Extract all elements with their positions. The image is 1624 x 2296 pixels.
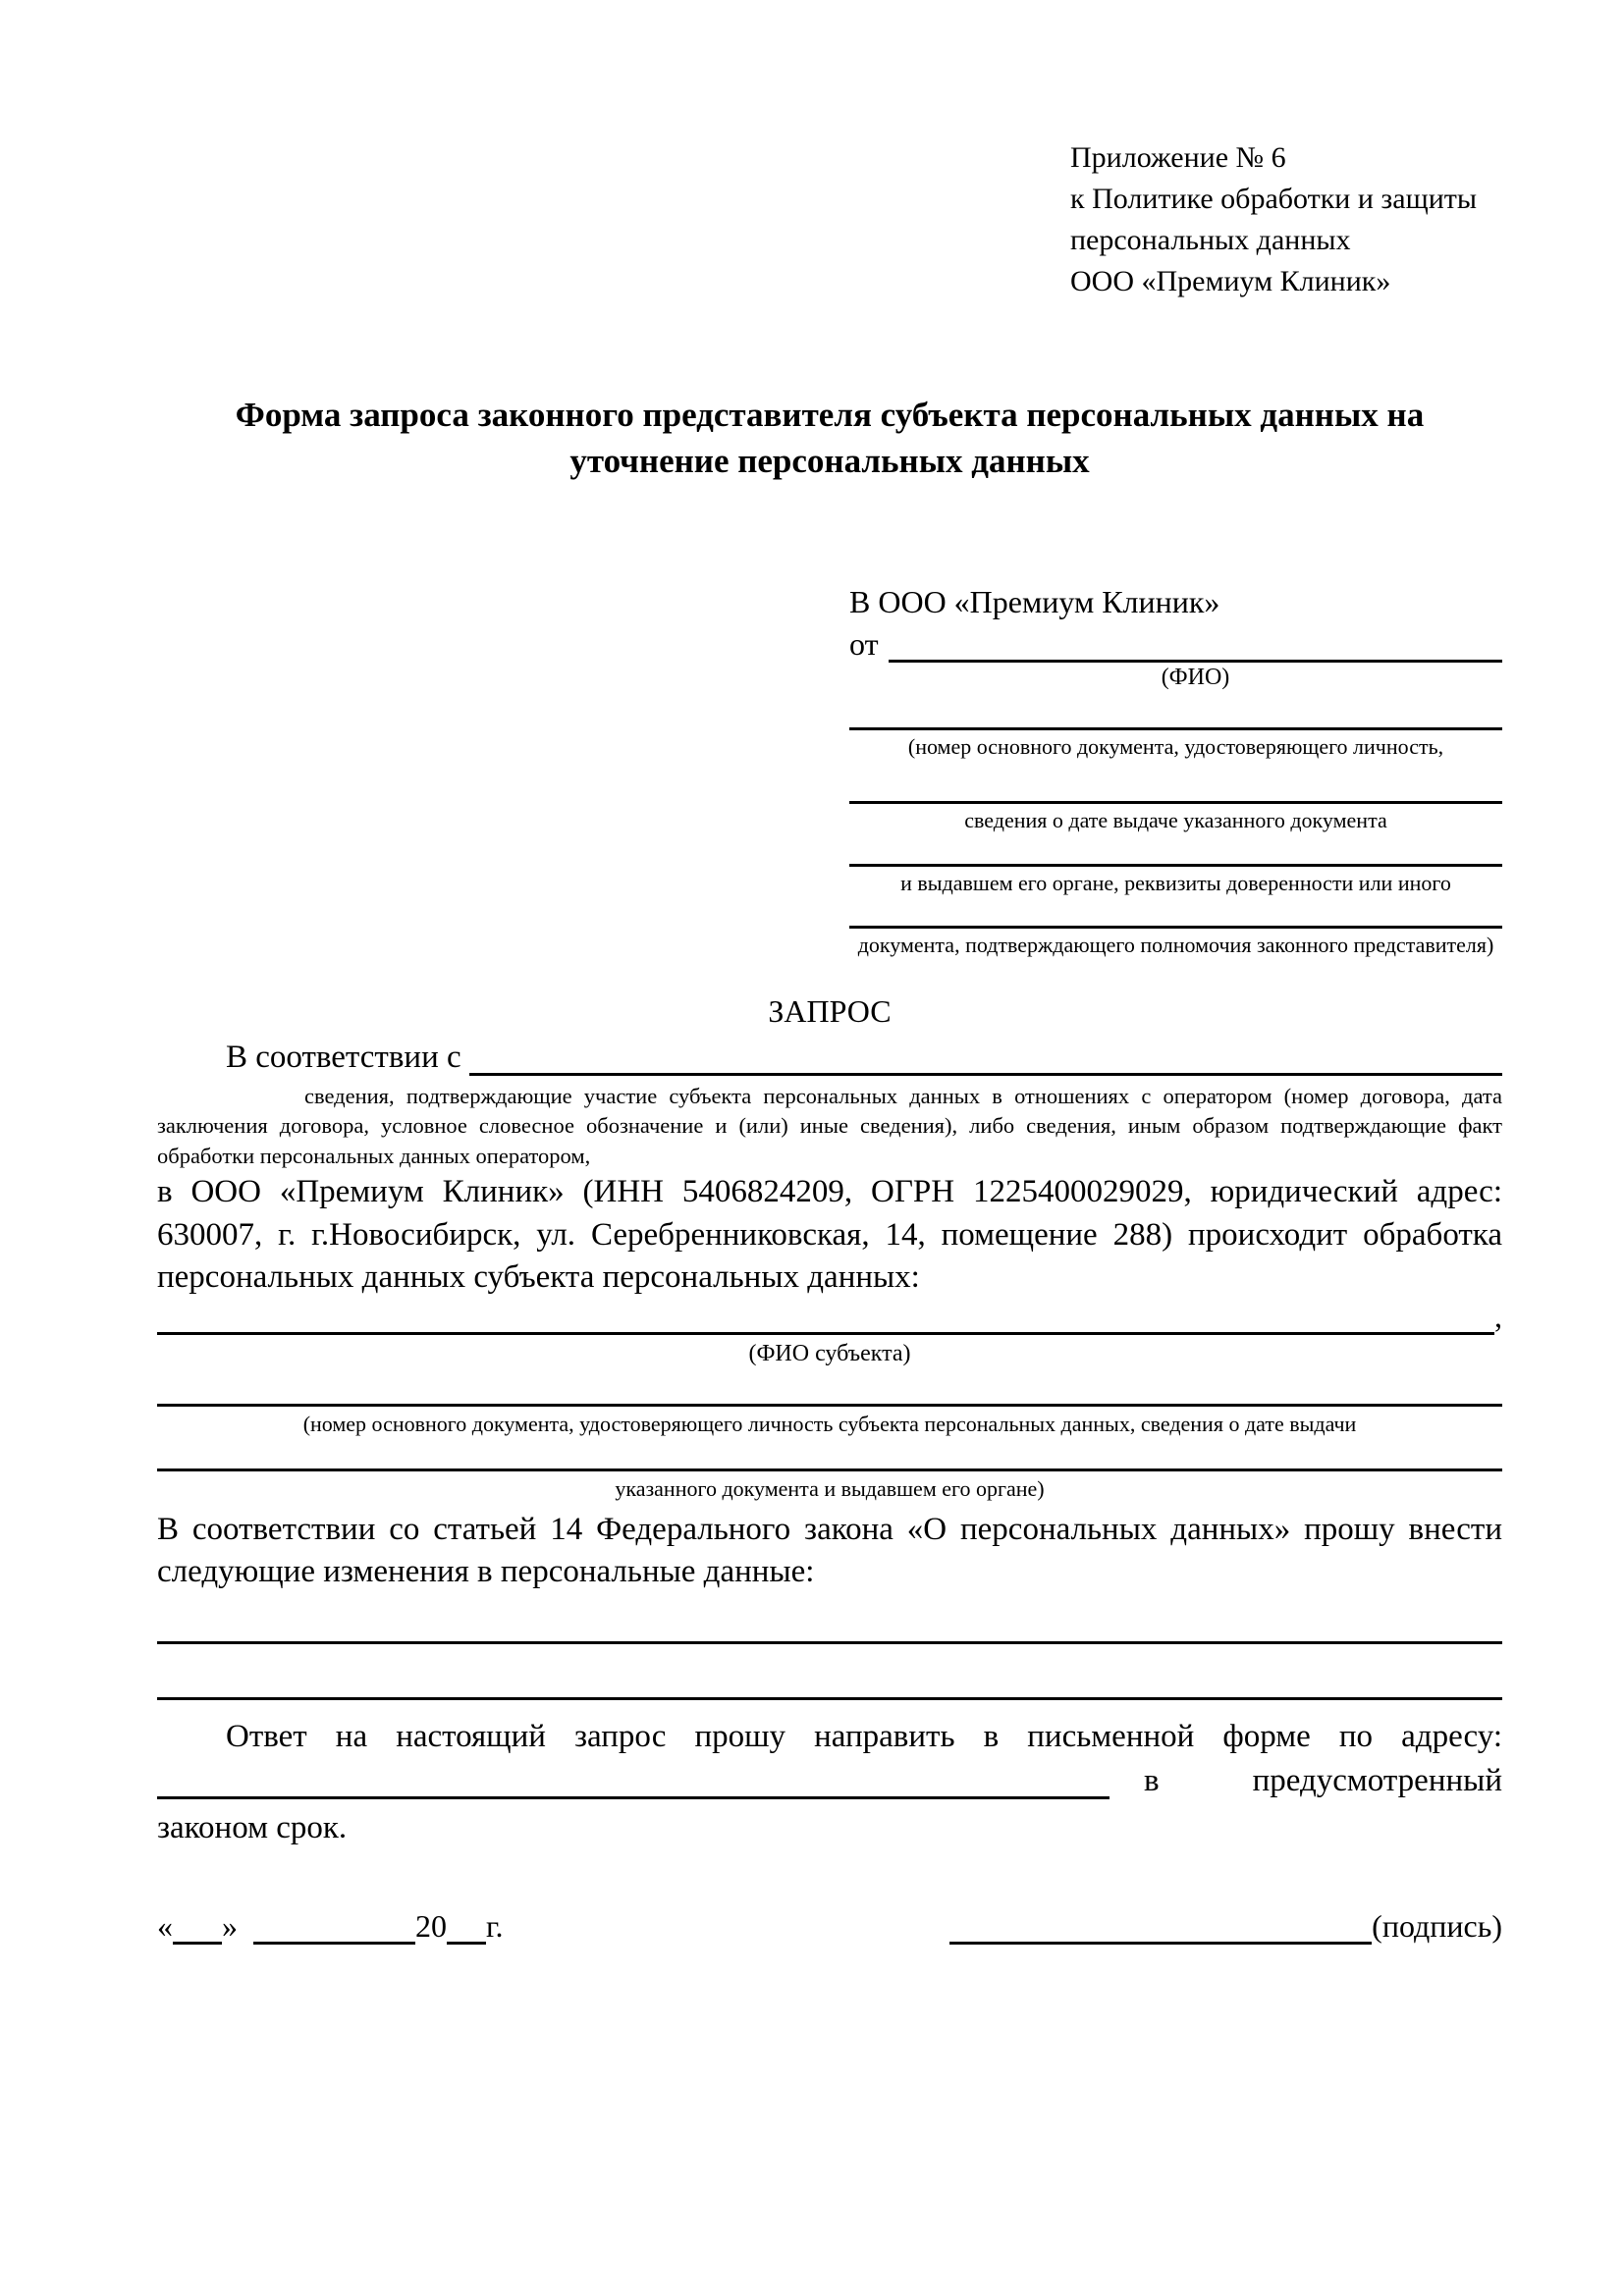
accordance-caption: сведения, подтверждающие участие субъекта персональных данных в отношениях с оператором (номер договора, дата заключения договора, условное словесное обозначение и (или) иные сведения), либо сведения, иным образом подтверждающие факт обработки персональных данных оператором, — [157, 1083, 1502, 1168]
accordance-basis-field[interactable] — [469, 1073, 1502, 1076]
subject-line-comma: , — [1494, 1298, 1502, 1334]
addressee-block — [849, 582, 1502, 959]
subject-fio-field[interactable] — [157, 1332, 1494, 1335]
from-label: от — [849, 625, 879, 662]
date-day-field[interactable] — [173, 1942, 222, 1945]
accordance-label: В соответствии с — [226, 1039, 461, 1075]
representative-doc-field-1[interactable] — [849, 727, 1502, 730]
subject-doc-field-2[interactable] — [157, 1468, 1502, 1471]
addressee-from-row — [849, 627, 1502, 663]
representative-doc-slot-2 — [849, 801, 1502, 834]
reply-tail: законом срок. — [157, 1810, 348, 1846]
reply-request-paragraph: Ответ на настоящий запрос прошу направить в письменной форме по адресу: — [226, 1718, 1502, 1754]
slot-caption-1: (номер основного документа, удостоверяющего личность, — [907, 733, 1444, 759]
subject-fio-row — [157, 1298, 1502, 1335]
slot-caption-3: и выдавшем его органе, реквизиты доверенности или иного — [900, 870, 1451, 895]
date-month-field[interactable] — [253, 1942, 415, 1945]
date-year-suffix: г. — [486, 1907, 504, 1944]
representative-doc-field-3[interactable] — [849, 864, 1502, 867]
subject-doc-caption-2: указанного документа и выдавшем его органе) — [615, 1476, 1045, 1502]
signature-caption: (подпись) — [1372, 1907, 1502, 1944]
appendix-line-4: ООО «Премиум Клиник» — [1070, 265, 1391, 297]
representative-doc-field-4[interactable] — [849, 926, 1502, 929]
date-group — [157, 1908, 504, 1945]
appendix-line-2: к Политике обработки и защиты — [1070, 183, 1478, 215]
appendix-block — [1070, 137, 1502, 302]
subject-fio-caption: (ФИО субъекта) — [748, 1340, 911, 1366]
signature-group — [949, 1908, 1502, 1945]
subject-doc-caption-1: (номер основного документа, удостоверяющего личность субъекта персональных данных, сведения о дате выдачи — [302, 1411, 1357, 1436]
date-year-prefix: 20 — [415, 1907, 447, 1944]
date-close-quote: » — [222, 1907, 238, 1944]
slot-caption-4: документа, подтверждающего полномочия законного представителя) — [857, 933, 1494, 958]
date-open-quote: « — [157, 1907, 173, 1944]
reply-address-row — [157, 1758, 1502, 1799]
date-year-field[interactable] — [447, 1942, 486, 1945]
addressee-to: В ООО «Премиум Клиник» — [849, 584, 1220, 620]
request-heading: ЗАПРОС — [768, 992, 892, 1029]
signature-field[interactable] — [949, 1942, 1372, 1945]
fio-caption: (ФИО) — [1161, 664, 1230, 690]
slot-caption-2: сведения о дате выдаче указанного документа — [964, 808, 1387, 833]
reply-word-term: предусмотренный — [1252, 1763, 1502, 1799]
document-content — [157, 0, 1502, 1945]
reply-address-field[interactable] — [157, 1796, 1110, 1799]
subject-doc-field-1[interactable] — [157, 1404, 1502, 1407]
operator-paragraph: в ООО «Премиум Клиник» (ИНН 5406824209, ОГРН 1225400029029, юридический адрес: 630007, г. г.Новосибирск, ул. Серебренниковская, 14, помещение 288) происходит обработка персональных данных субъекта персональных данных: — [157, 1174, 1502, 1296]
representative-doc-slot-4 — [849, 926, 1502, 959]
accordance-row — [157, 1033, 1502, 1076]
representative-doc-slot-3 — [849, 864, 1502, 897]
changes-field-2[interactable] — [157, 1697, 1502, 1700]
representative-doc-field-2[interactable] — [849, 801, 1502, 804]
document-title: Форма запроса законного представителя субъекта персональных данных на уточнение персональных данных — [235, 396, 1425, 480]
changes-field-1[interactable] — [157, 1641, 1502, 1644]
appendix-line-3: персональных данных — [1070, 224, 1351, 256]
footer-row — [157, 1901, 1502, 1945]
reply-word-v: в — [1144, 1763, 1160, 1799]
representative-doc-slot-1 — [849, 727, 1502, 761]
appendix-line-1: Приложение № 6 — [1070, 141, 1286, 174]
article-paragraph: В соответствии со статьей 14 Федерального закона «О персональных данных» прошу внести следующие изменения в персональные данные: — [157, 1511, 1502, 1590]
